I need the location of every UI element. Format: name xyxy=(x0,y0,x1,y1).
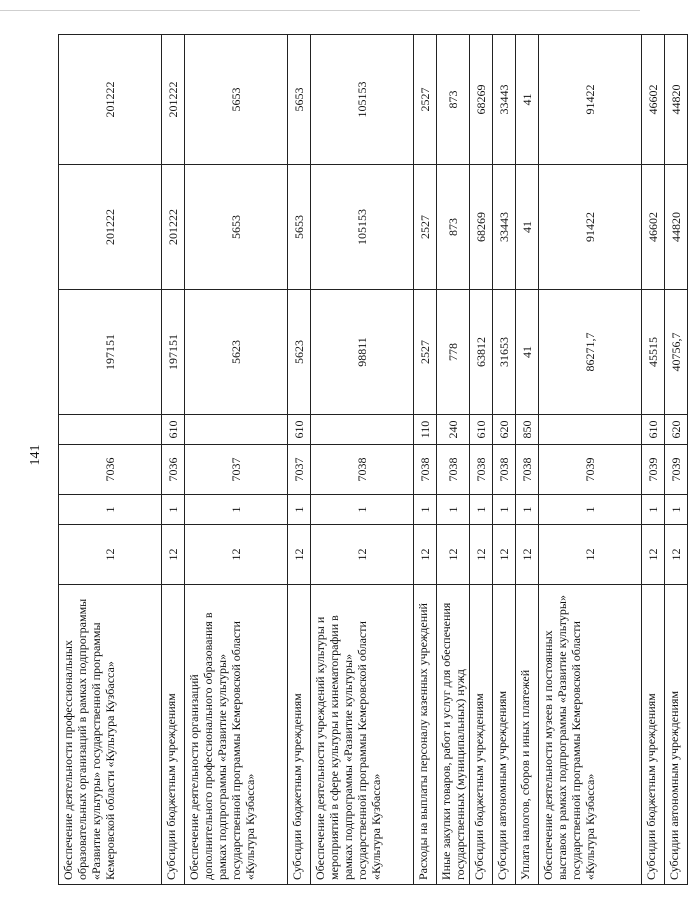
table-row xyxy=(516,35,539,885)
cell-amount-year-1: 197151 xyxy=(162,290,185,415)
table-row xyxy=(185,35,288,885)
cell-direction-code: 7039 xyxy=(642,445,665,495)
cell-direction-code: 7038 xyxy=(516,445,539,495)
cell-amount-year-3: 5653 xyxy=(185,35,288,165)
cell-expense-type-code: 620 xyxy=(493,415,516,445)
cell-amount-year-1: 197151 xyxy=(59,290,162,415)
cell-name: Расходы на выплаты персоналу казенных учреждений xyxy=(414,585,437,885)
cell-amount-year-2: 44820 xyxy=(665,165,688,290)
cell-ministry-code: 12 xyxy=(185,525,288,585)
table-row xyxy=(311,35,414,885)
cell-name: Субсидии бюджетным учреждениям xyxy=(162,585,185,885)
table-row xyxy=(665,35,688,885)
cell-name: Уплата налогов, сборов и иных платежей xyxy=(516,585,539,885)
cell-amount-year-1: 5623 xyxy=(185,290,288,415)
table-row xyxy=(642,35,665,885)
cell-expense-type-code: 610 xyxy=(642,415,665,445)
cell-amount-year-3: 41 xyxy=(516,35,539,165)
cell-amount-year-3: 105153 xyxy=(311,35,414,165)
cell-name: Обеспечение деятельности профессиональных образовательных организаций в рамках подпрограммы «Развитие культуры» государственной программы Кемеровской области «Культура Кузбасса» xyxy=(59,585,162,885)
cell-expense-type-code: 240 xyxy=(437,415,470,445)
cell-ministry-code: 12 xyxy=(516,525,539,585)
cell-expense-type-code: 610 xyxy=(162,415,185,445)
top-rule xyxy=(0,10,640,11)
cell-ministry-code: 12 xyxy=(288,525,311,585)
cell-subprogram-code: 1 xyxy=(539,495,642,525)
cell-amount-year-3: 91422 xyxy=(539,35,642,165)
cell-amount-year-3: 68269 xyxy=(470,35,493,165)
cell-amount-year-3: 873 xyxy=(437,35,470,165)
cell-amount-year-3: 46602 xyxy=(642,35,665,165)
cell-name: Субсидии автономным учреждениям xyxy=(665,585,688,885)
cell-name: Субсидии автономным учреждениям xyxy=(493,585,516,885)
cell-direction-code: 7036 xyxy=(162,445,185,495)
cell-subprogram-code: 1 xyxy=(516,495,539,525)
rotated-page-content xyxy=(58,35,688,885)
cell-amount-year-2: 91422 xyxy=(539,165,642,290)
cell-ministry-code: 12 xyxy=(437,525,470,585)
cell-ministry-code: 12 xyxy=(665,525,688,585)
cell-amount-year-2: 2527 xyxy=(414,165,437,290)
table-row xyxy=(162,35,185,885)
cell-amount-year-1: 63812 xyxy=(470,290,493,415)
cell-subprogram-code: 1 xyxy=(470,495,493,525)
table-row xyxy=(437,35,470,885)
table-row xyxy=(493,35,516,885)
cell-direction-code: 7038 xyxy=(437,445,470,495)
cell-expense-type-code xyxy=(539,415,642,445)
cell-direction-code: 7038 xyxy=(493,445,516,495)
cell-name: Обеспечение деятельности музеев и постоянных выставок в рамках подпрограммы «Развитие культуры» государственной программы Кемеровской области «Культура Кузбасса» xyxy=(539,585,642,885)
cell-amount-year-1: 45515 xyxy=(642,290,665,415)
cell-direction-code: 7038 xyxy=(311,445,414,495)
table-row xyxy=(470,35,493,885)
cell-ministry-code: 12 xyxy=(470,525,493,585)
cell-expense-type-code: 610 xyxy=(470,415,493,445)
cell-amount-year-2: 33443 xyxy=(493,165,516,290)
cell-subprogram-code: 1 xyxy=(665,495,688,525)
cell-amount-year-2: 201222 xyxy=(162,165,185,290)
cell-amount-year-2: 5653 xyxy=(288,165,311,290)
cell-subprogram-code: 1 xyxy=(185,495,288,525)
cell-amount-year-3: 5653 xyxy=(288,35,311,165)
cell-ministry-code: 12 xyxy=(539,525,642,585)
cell-name: Субсидии бюджетным учреждениям xyxy=(642,585,665,885)
cell-name: Субсидии бюджетным учреждениям xyxy=(288,585,311,885)
cell-name: Субсидии бюджетным учреждениям xyxy=(470,585,493,885)
cell-amount-year-1: 41 xyxy=(516,290,539,415)
cell-amount-year-2: 201222 xyxy=(59,165,162,290)
cell-amount-year-3: 44820 xyxy=(665,35,688,165)
cell-expense-type-code xyxy=(59,415,162,445)
cell-name: Обеспечение деятельности организаций дополнительного профессионального образования в рамках подпрограммы «Развитие культуры» государственной программы Кемеровской области «Культура Кузбасса» xyxy=(185,585,288,885)
table-row xyxy=(288,35,311,885)
cell-direction-code: 7038 xyxy=(414,445,437,495)
cell-subprogram-code: 1 xyxy=(59,495,162,525)
table-row xyxy=(414,35,437,885)
cell-expense-type-code: 850 xyxy=(516,415,539,445)
cell-amount-year-1: 5623 xyxy=(288,290,311,415)
cell-amount-year-2: 5653 xyxy=(185,165,288,290)
cell-ministry-code: 12 xyxy=(642,525,665,585)
cell-amount-year-3: 201222 xyxy=(162,35,185,165)
cell-amount-year-2: 68269 xyxy=(470,165,493,290)
cell-subprogram-code: 1 xyxy=(493,495,516,525)
cell-amount-year-1: 31653 xyxy=(493,290,516,415)
cell-ministry-code: 12 xyxy=(162,525,185,585)
page-number: 141 xyxy=(28,444,43,466)
cell-subprogram-code: 1 xyxy=(311,495,414,525)
cell-subprogram-code: 1 xyxy=(437,495,470,525)
cell-expense-type-code: 620 xyxy=(665,415,688,445)
cell-subprogram-code: 1 xyxy=(162,495,185,525)
cell-ministry-code: 12 xyxy=(59,525,162,585)
cell-expense-type-code xyxy=(311,415,414,445)
cell-amount-year-1: 2527 xyxy=(414,290,437,415)
cell-expense-type-code xyxy=(185,415,288,445)
cell-subprogram-code: 1 xyxy=(642,495,665,525)
cell-amount-year-2: 873 xyxy=(437,165,470,290)
cell-name: Обеспечение деятельности учреждений культуры и мероприятий в сфере культуры и кинематографии в рамках подпрограммы «Развитие культуры» государственной программы Кемеровской области «Культура Кузбасса» xyxy=(311,585,414,885)
cell-expense-type-code: 610 xyxy=(288,415,311,445)
budget-table xyxy=(58,34,688,885)
cell-amount-year-2: 41 xyxy=(516,165,539,290)
cell-direction-code: 7037 xyxy=(185,445,288,495)
cell-amount-year-2: 46602 xyxy=(642,165,665,290)
cell-subprogram-code: 1 xyxy=(414,495,437,525)
cell-amount-year-2: 105153 xyxy=(311,165,414,290)
table-row xyxy=(59,35,162,885)
cell-subprogram-code: 1 xyxy=(288,495,311,525)
cell-amount-year-1: 778 xyxy=(437,290,470,415)
cell-ministry-code: 12 xyxy=(311,525,414,585)
table-body xyxy=(59,35,688,885)
cell-amount-year-3: 33443 xyxy=(493,35,516,165)
cell-amount-year-1: 98811 xyxy=(311,290,414,415)
cell-direction-code: 7036 xyxy=(59,445,162,495)
cell-direction-code: 7039 xyxy=(539,445,642,495)
cell-amount-year-1: 86271,7 xyxy=(539,290,642,415)
cell-amount-year-3: 2527 xyxy=(414,35,437,165)
cell-ministry-code: 12 xyxy=(493,525,516,585)
cell-direction-code: 7038 xyxy=(470,445,493,495)
cell-direction-code: 7037 xyxy=(288,445,311,495)
cell-expense-type-code: 110 xyxy=(414,415,437,445)
cell-name: Иные закупки товаров, работ и услуг для обеспечения государственных (муниципальных) нужд xyxy=(437,585,470,885)
cell-direction-code: 7039 xyxy=(665,445,688,495)
cell-amount-year-1: 40756,7 xyxy=(665,290,688,415)
table-row xyxy=(539,35,642,885)
cell-ministry-code: 12 xyxy=(414,525,437,585)
cell-amount-year-3: 201222 xyxy=(59,35,162,165)
